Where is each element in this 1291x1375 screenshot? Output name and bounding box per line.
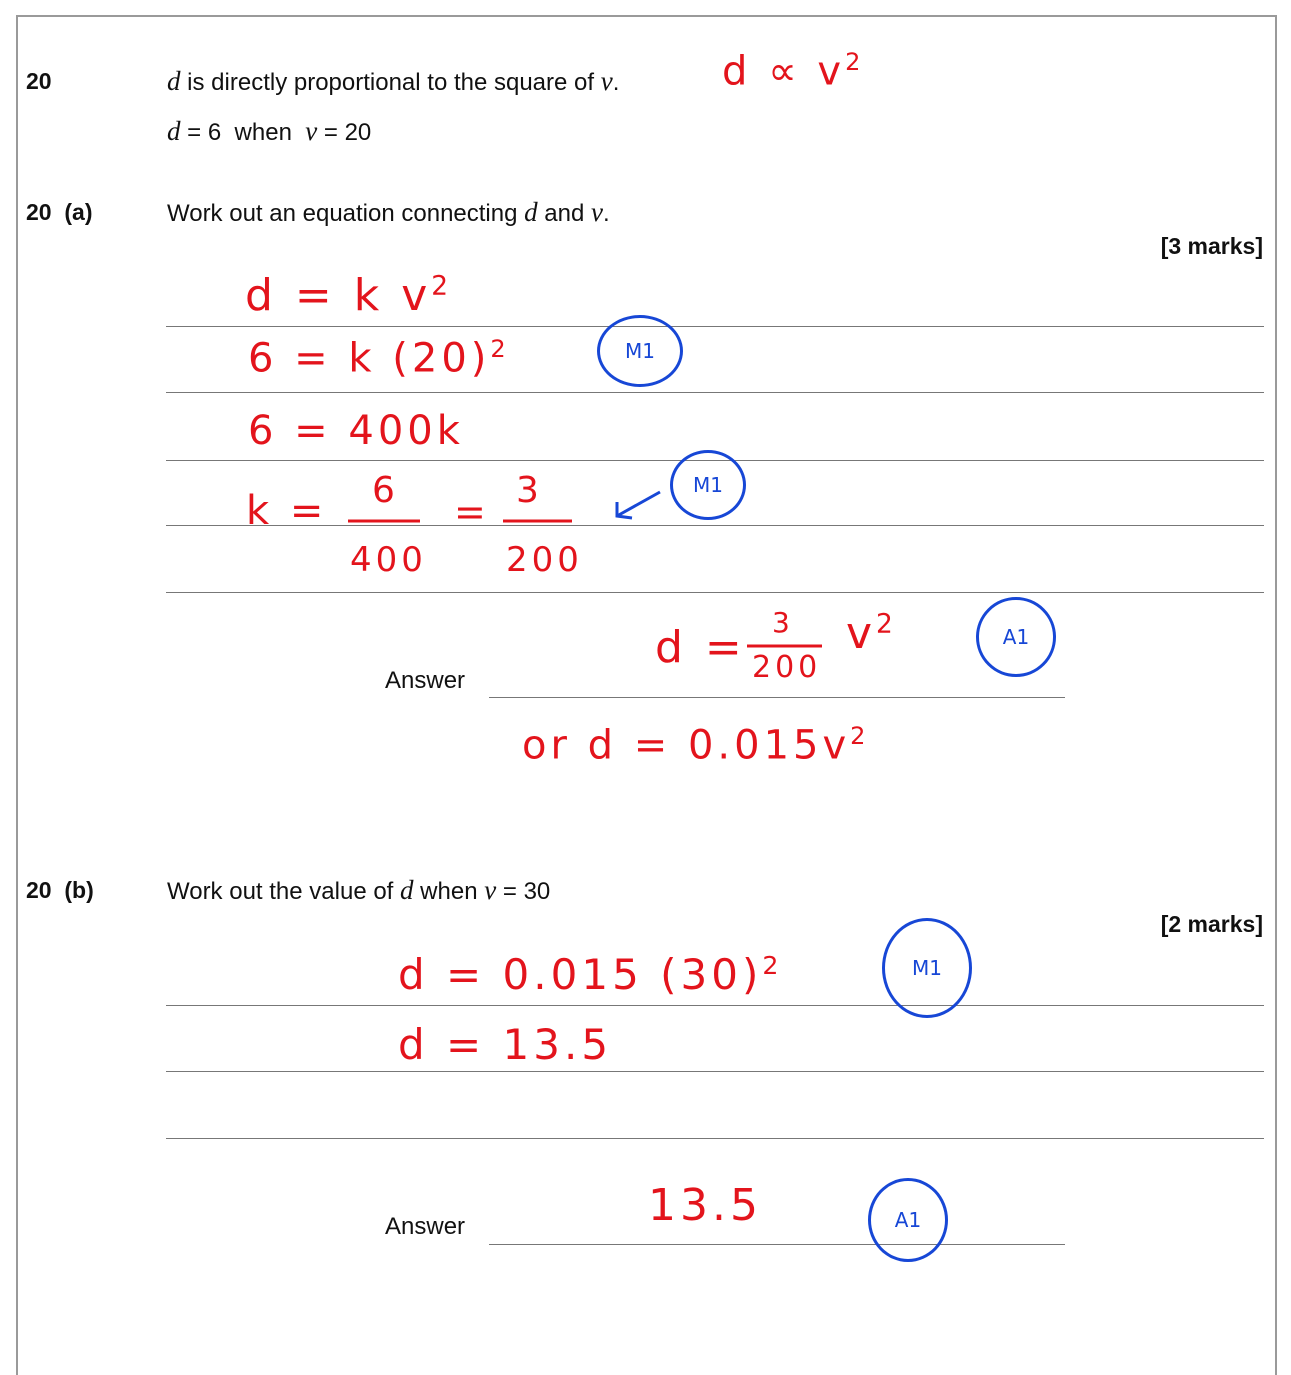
- answer-d-equals: d =: [655, 622, 746, 673]
- working-b-line-1: d = 0.015 $(30)^2$: [398, 950, 783, 999]
- part-a-number: 20 (a): [26, 199, 93, 225]
- answer-v-squared: $v^2$: [846, 608, 897, 659]
- a1-mark-badge: A1: [976, 597, 1056, 677]
- question-stem: d is directly proportional to the square of v.: [167, 66, 620, 96]
- m1-mark-badge: M1: [670, 450, 746, 520]
- part-b-text: Work out the value of d when v = 30: [167, 875, 551, 905]
- m1-mark-badge: M1: [597, 315, 683, 387]
- working-line-1: d = k $v^2$: [245, 270, 453, 321]
- fraction-1-denominator: 400: [350, 540, 427, 580]
- part-a-marks: [3 marks]: [1160, 233, 1263, 259]
- part-a-answer-label: Answer: [385, 667, 466, 694]
- part-b-marks: [2 marks]: [1160, 911, 1263, 937]
- part-a-text: Work out an equation connecting d and v.: [167, 197, 610, 227]
- fraction-2-numerator: 3: [516, 470, 543, 511]
- part-b-answer-value: 13.5: [648, 1180, 762, 1231]
- given-values: d = 6 when v = 20: [167, 116, 372, 146]
- working-equals: =: [454, 490, 490, 534]
- arrow-icon: [617, 492, 660, 518]
- working-line-2: 6 = k $(20)^2$: [248, 335, 510, 382]
- fraction-2-denominator: 200: [506, 540, 583, 580]
- a1-mark-badge: A1: [868, 1178, 948, 1262]
- working-line-3: 6 = 400k: [248, 408, 464, 454]
- question-number: 20: [26, 68, 52, 94]
- alternative-answer: or $d = 0.015v^2$: [522, 722, 870, 769]
- part-b-answer-label: Answer: [385, 1213, 466, 1240]
- working-k-equals: k =: [246, 488, 328, 534]
- m1-mark-badge: M1: [882, 918, 972, 1018]
- fraction-1-numerator: 6: [372, 470, 399, 511]
- part-b-number: 20 (b): [26, 877, 94, 903]
- answer-fraction-denominator: 200: [752, 650, 822, 685]
- answer-fraction-numerator: 3: [772, 606, 794, 639]
- handwritten-proportional-note: $d \propto v^2$: [722, 48, 865, 95]
- working-b-line-2: d = 13.5: [398, 1020, 613, 1069]
